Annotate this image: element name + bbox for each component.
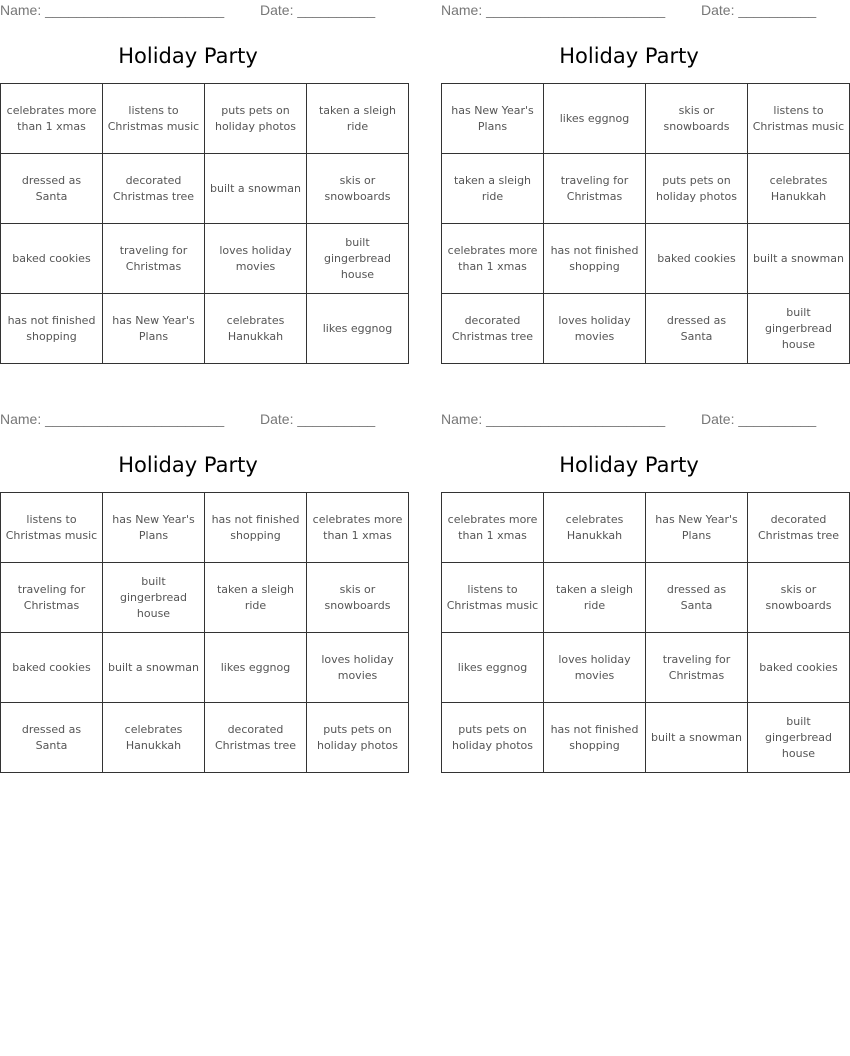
grid-row [1,224,409,294]
grid-row [1,294,409,364]
grid-row [1,703,409,773]
grid-cell: has not finished shopping [544,703,646,773]
date-field-label: Date: __________ [701,2,817,18]
grid-cell: built a snowman [103,633,205,703]
date-field-label: Date: __________ [260,2,376,18]
grid-cell: decorated Christmas tree [442,294,544,364]
card-header [0,409,376,429]
grid-cell: built a snowman [205,154,307,224]
grid-cell: loves holiday movies [544,294,646,364]
bingo-grid [441,83,850,364]
bingo-card-1 [0,0,397,343]
grid-cell: likes eggnog [205,633,307,703]
card-title: Holiday Party [559,44,699,68]
grid-cell: traveling for Christmas [103,224,205,294]
bingo-grid [441,492,850,773]
grid-row [1,84,409,154]
bingo-card-2 [441,0,845,351]
grid-cell: celebrates more than 1 xmas [442,493,544,563]
grid-row [442,84,850,154]
grid-cell: skis or snowboards [748,563,850,633]
grid-cell: taken a sleigh ride [442,154,544,224]
grid-cell: likes eggnog [442,633,544,703]
grid-cell: celebrates more than 1 xmas [1,84,103,154]
bingo-card-4 [441,409,840,760]
bingo-grid [0,83,409,364]
card-header [441,0,817,20]
grid-cell: skis or snowboards [307,154,409,224]
grid-cell: celebrates more than 1 xmas [442,224,544,294]
grid-cell: dressed as Santa [1,154,103,224]
date-field-label: Date: __________ [701,411,817,427]
grid-cell: has New Year's Plans [103,493,205,563]
grid-cell: likes eggnog [544,84,646,154]
name-field-label: Name: _______________________ [0,411,225,427]
grid-row [442,493,850,563]
grid-row [442,154,850,224]
name-field-label: Name: _______________________ [441,411,666,427]
grid-row [1,154,409,224]
grid-cell: taken a sleigh ride [544,563,646,633]
grid-cell: puts pets on holiday photos [442,703,544,773]
grid-cell: listens to Christmas music [1,493,103,563]
grid-cell: loves holiday movies [205,224,307,294]
grid-cell: built gingerbread house [307,224,409,294]
grid-cell: likes eggnog [307,294,409,364]
grid-cell: baked cookies [748,633,850,703]
date-field-label: Date: __________ [260,411,376,427]
grid-cell: celebrates more than 1 xmas [307,493,409,563]
grid-row [1,493,409,563]
grid-cell: decorated Christmas tree [103,154,205,224]
grid-cell: taken a sleigh ride [205,563,307,633]
grid-cell: built a snowman [646,703,748,773]
grid-cell: celebrates Hanukkah [544,493,646,563]
grid-cell: dressed as Santa [646,563,748,633]
grid-row [442,224,850,294]
name-field-label: Name: _______________________ [441,2,666,18]
bingo-grid [0,492,409,773]
grid-cell: dressed as Santa [1,703,103,773]
card-title: Holiday Party [118,44,258,68]
grid-row [442,294,850,364]
grid-cell: skis or snowboards [646,84,748,154]
card-title: Holiday Party [118,453,258,477]
grid-cell: built gingerbread house [748,703,850,773]
grid-row [1,563,409,633]
grid-cell: celebrates Hanukkah [103,703,205,773]
grid-row [442,703,850,773]
card-title: Holiday Party [559,453,699,477]
grid-cell: traveling for Christmas [646,633,748,703]
grid-cell: puts pets on holiday photos [205,84,307,154]
grid-cell: has not finished shopping [1,294,103,364]
grid-cell: listens to Christmas music [748,84,850,154]
grid-cell: built a snowman [748,224,850,294]
grid-cell: has not finished shopping [205,493,307,563]
grid-cell: puts pets on holiday photos [646,154,748,224]
grid-cell: baked cookies [646,224,748,294]
grid-row [442,633,850,703]
grid-cell: loves holiday movies [544,633,646,703]
grid-cell: listens to Christmas music [103,84,205,154]
grid-cell: celebrates Hanukkah [748,154,850,224]
grid-cell: puts pets on holiday photos [307,703,409,773]
grid-cell: has New Year's Plans [442,84,544,154]
grid-cell: baked cookies [1,633,103,703]
grid-cell: dressed as Santa [646,294,748,364]
grid-cell: built gingerbread house [748,294,850,364]
grid-cell: traveling for Christmas [544,154,646,224]
name-field-label: Name: _______________________ [0,2,225,18]
grid-cell: taken a sleigh ride [307,84,409,154]
grid-cell: loves holiday movies [307,633,409,703]
grid-cell: has New Year's Plans [646,493,748,563]
card-header [441,409,817,429]
grid-cell: decorated Christmas tree [205,703,307,773]
grid-cell: has not finished shopping [544,224,646,294]
grid-cell: has New Year's Plans [103,294,205,364]
grid-cell: celebrates Hanukkah [205,294,307,364]
bingo-card-3 [0,409,403,752]
grid-row [1,633,409,703]
grid-row [442,563,850,633]
grid-cell: skis or snowboards [307,563,409,633]
grid-cell: listens to Christmas music [442,563,544,633]
grid-cell: built gingerbread house [103,563,205,633]
card-header [0,0,376,20]
grid-cell: decorated Christmas tree [748,493,850,563]
grid-cell: traveling for Christmas [1,563,103,633]
grid-cell: baked cookies [1,224,103,294]
